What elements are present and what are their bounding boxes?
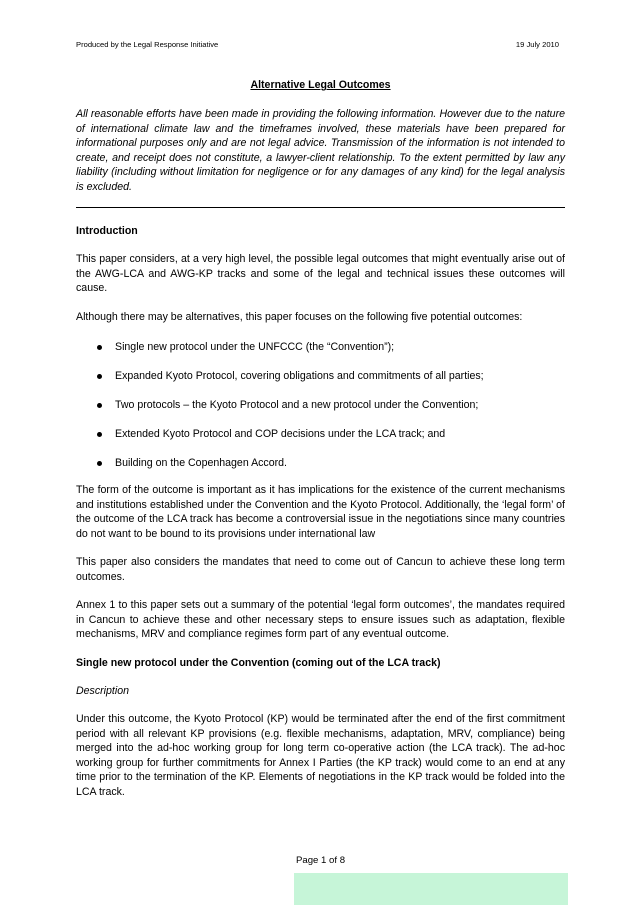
bullet-icon xyxy=(97,432,102,437)
document-title: Alternative Legal Outcomes xyxy=(250,79,391,91)
bullet-icon xyxy=(97,461,102,466)
section1-paragraph-1: Under this outcome, the Kyoto Protocol (KP) would be terminated after the end of the first commitment period with all relevant KP provisions (e.g. flexible mechanisms, adaptation, MRV, compliance) being merged into the ad-hoc working group for long term co-operative action (the LCA track). The ad-hoc working group for further commitments for Annex I Parties (the KP track) would come to an end at any time prior to the termination of the KP. Elements of negotiations in the KP track would be folded into the LCA track. xyxy=(76,713,565,798)
intro-paragraph-3: The form of the outcome is important as it has implications for the existence of the current mechanisms and institutions established under the Convention and the Kyoto Protocol. Additionally, the ‘legal form’ of the outcome of the LCA track has become a controversial issue in the negotiations since many countries do not want to be bound to its provisions under international law xyxy=(76,484,565,540)
intro-paragraph-4: This paper also considers the mandates that need to come out of Cancun to achieve these long term outcomes. xyxy=(76,556,565,583)
page-number: Page 1 of 8 xyxy=(295,855,346,866)
bullet-icon xyxy=(97,345,102,350)
list-item: Expanded Kyoto Protocol, covering obligations and commitments of all parties; xyxy=(76,369,484,384)
header-date: 19 July 2010 xyxy=(515,40,559,49)
list-item: Two protocols – the Kyoto Protocol and a new protocol under the Convention; xyxy=(76,398,478,413)
section1-heading: Single new protocol under the Convention (coming out of the LCA track) xyxy=(76,657,441,669)
section1-subheading: Description xyxy=(76,685,129,697)
header-organization: Produced by the Legal Response Initiative xyxy=(76,40,219,49)
intro-paragraph-2: Although there may be alternatives, this paper focuses on the following five potential outcomes: xyxy=(76,311,523,323)
divider-rule xyxy=(76,207,565,208)
section1-subheading-wrap xyxy=(76,684,565,699)
bullet-icon xyxy=(97,403,102,408)
list-item: Building on the Copenhagen Accord. xyxy=(76,456,287,471)
section-heading-single-protocol xyxy=(76,656,565,671)
disclaimer-paragraph: All reasonable efforts have been made in providing the following information. However due to the nature of international climate law and the timeframes involved, these materials have been prepared for informational purposes only and are not legal advice. Transmission of the information is not intended to create, and receipt does not constitute, a lawyer-client relationship. To the extent permitted by law any liability (including without limitation for negligence or for any damages of any kind) for the legal analysis is excluded. xyxy=(76,108,565,193)
intro-heading: Introduction xyxy=(76,225,138,237)
intro-paragraph-5: Annex 1 to this paper sets out a summary of the potential ‘legal form outcomes’, the mandates required in Cancun to achieve these and other necessary steps to ensure issues such as adaptation, flexible mechanisms, MRV and compliance regimes form part of any eventual outcome. xyxy=(76,599,565,641)
bullet-icon xyxy=(97,374,102,379)
list-item: Single new protocol under the UNFCCC (the “Convention”); xyxy=(76,340,394,355)
highlight-box xyxy=(294,873,568,905)
intro-paragraph-1: This paper considers, at a very high level, the possible legal outcomes that might eventually arise out of the AWG-LCA and AWG-KP tracks and some of the legal and technical issues these outcomes will cause. xyxy=(76,253,565,295)
section-heading-introduction xyxy=(76,224,565,239)
list-item: Extended Kyoto Protocol and COP decisions under the LCA track; and xyxy=(76,427,445,442)
